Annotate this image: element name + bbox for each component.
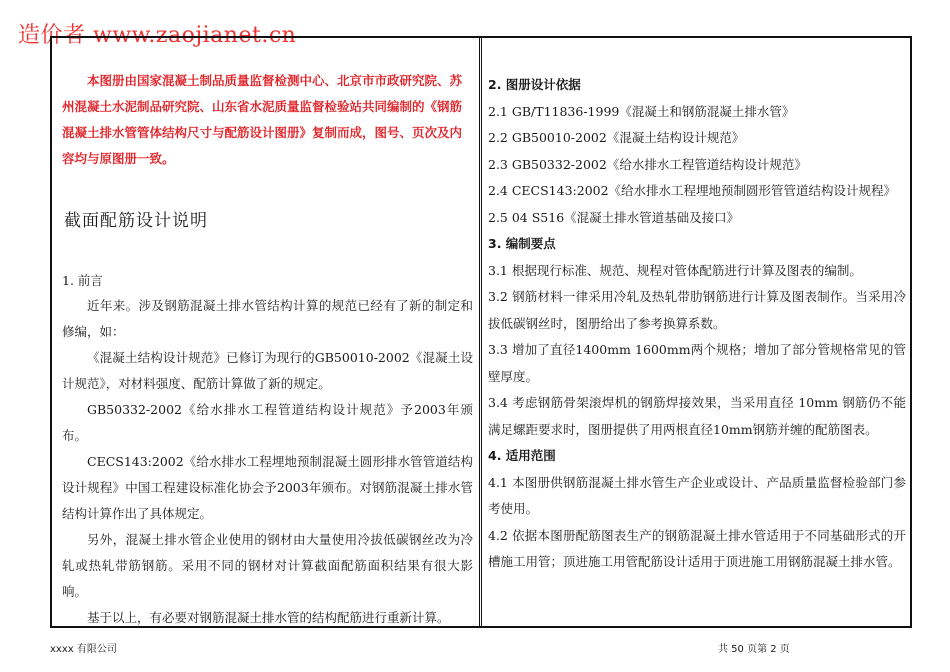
key-point: 3.4 考虑钢筋骨架滚焊机的钢筋焊接效果，当采用直径 10mm 钢筋仍不能满足螺距要求时，图册提供了用两根直径10mm钢筋并缠的配筋图表。 [488, 395, 906, 437]
paragraph: 基于以上，有必要对钢筋混凝土排水管的结构配筋进行重新计算。 [87, 610, 450, 625]
scope-item: 4.1 本图册供钢筋混凝土排水管生产企业或设计、产品质量监督检验部门参考使用。 [488, 474, 906, 516]
scope-item: 4.2 依据本图册配筋图表生产的钢筋混凝土排水管适用于不同基础形式的开槽施工用管；顶进施工用管配筋设计适用于顶进施工用钢筋混凝土排水管。 [488, 527, 906, 569]
paragraph: 另外，混凝土排水管企业使用的钢材由大量使用冷拔低碳钢丝改为冷轧或热轧带筋钢筋。采用不同的钢材对计算截面配筋面积结果有很大影响。 [62, 532, 473, 599]
reference-item: 2.3 GB50332-2002《给水排水工程管道结构设计规范》 [488, 156, 807, 172]
reference-item: 2.1 GB/T11836-1999《混凝土和钢筋混凝土排水管》 [488, 103, 795, 119]
reference-item: 2.4 CECS143:2002《给水排水工程埋地预制圆形管管道结构设计规程》 [488, 183, 897, 198]
key-point: 3.3 增加了直径1400mm 1600mm两个规格；增加了部分管规格常见的管壁厚度。 [488, 342, 906, 384]
section-heading-key-points: 3. 编制要点 [488, 236, 556, 251]
watermark-logo: 造价者 www.zaojianet.cn [18, 23, 297, 48]
copyright-notice: 本图册由国家混凝土制品质量监督检测中心、北京市市政研究院、苏州混凝土水泥制品研究院、山东省水泥质量监督检验站共同编制的《钢筋混凝土排水管管体结构尺寸与配筋设计图册》复制而成，图号、页次及内容均与原图册一致。 [62, 73, 463, 166]
paragraph: 《混凝土结构设计规范》已修订为现行的GB50010-2002《混凝土设计规范》，对材料强度、配筋计算做了新的规定。 [62, 350, 473, 391]
footer-company: xxxx 有限公司 [50, 644, 117, 655]
right-column [482, 38, 910, 626]
reference-item: 2.2 GB50010-2002《混凝土结构设计规范》 [488, 130, 745, 145]
paragraph: CECS143:2002《给水排水工程埋地预制混凝土圆形排水管管道结构设计规程》中国工程建设标准化协会予2003年颁布。对钢筋混凝土排水管结构计算作出了具体规定。 [62, 454, 473, 521]
paragraph: GB50332-2002《给水排水工程管道结构设计规范》予2003年颁布。 [62, 402, 473, 443]
section-heading-preface: 1. 前言 [62, 273, 103, 288]
footer-page-number: 共 50 页第 2 页 [718, 644, 790, 655]
left-column [52, 38, 482, 626]
key-point: 3.1 根据现行标准、规范、规程对管体配筋进行计算及图表的编制。 [488, 262, 862, 278]
page-title: 截面配筋设计说明 [64, 211, 208, 231]
document-frame [50, 36, 912, 628]
reference-item: 2.5 04 S516《混凝土排水管道基础及接口》 [488, 209, 740, 225]
paragraph: 近年来。涉及钢筋混凝土排水管结构计算的规范已经有了新的制定和修编，如： [62, 298, 473, 339]
section-heading-basis: 2. 图册设计依据 [488, 77, 581, 92]
key-point: 3.2 钢筋材料一律采用冷轧及热轧带肋钢筋进行计算及图表制作。当采用冷拔低碳钢丝时，图册给出了参考换算系数。 [488, 289, 906, 331]
section-heading-scope: 4. 适用范围 [488, 448, 556, 463]
